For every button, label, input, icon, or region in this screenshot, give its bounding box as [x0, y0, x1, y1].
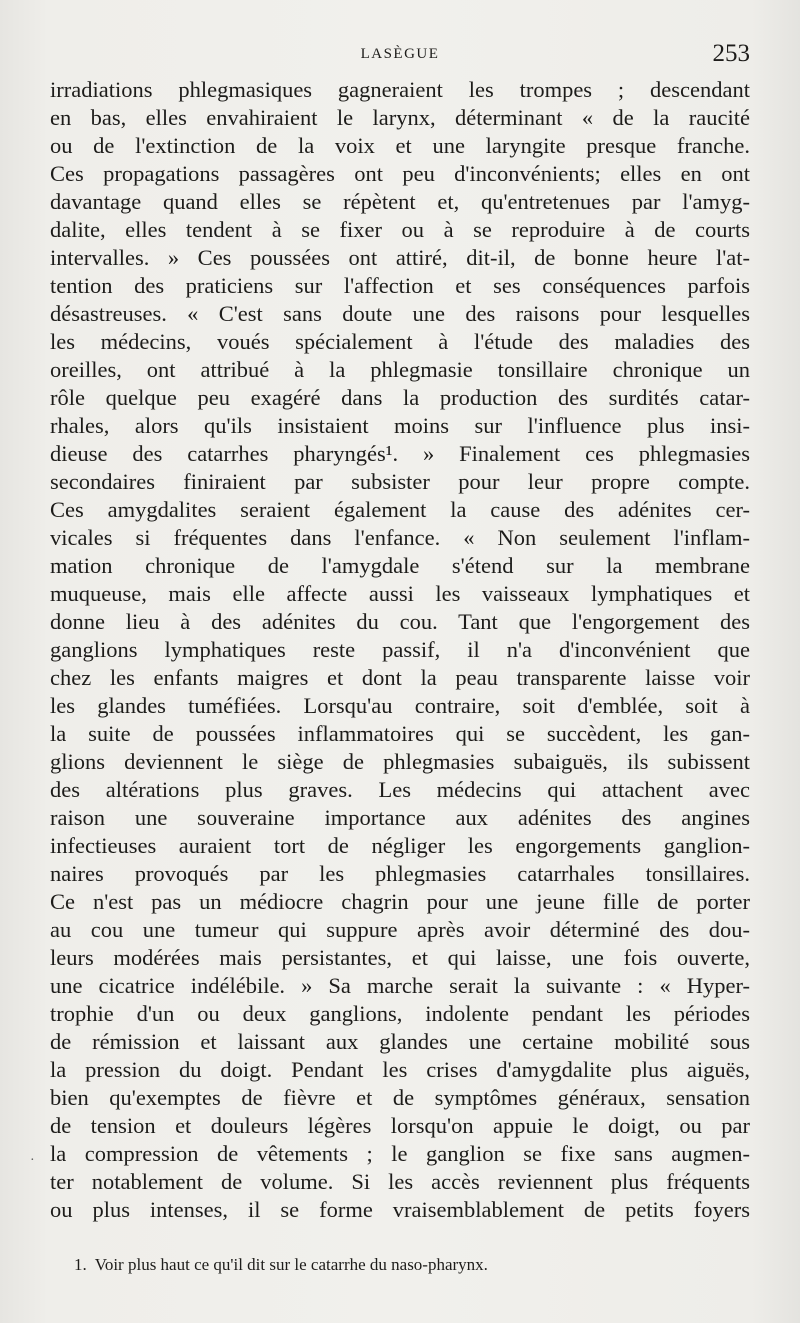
text-line: une cicatrice indélébile. » Sa marche serait la suivante : « Hyper-	[50, 973, 750, 998]
text-line: de rémission et laissant aux glandes une certaine mobilité sous	[50, 1029, 750, 1054]
running-head: LASÈGUE	[360, 46, 440, 62]
text-line: les glandes tuméfiées. Lorsqu'au contraire, soit d'emblée, soit à	[50, 693, 750, 718]
text-line: vicales si fréquentes dans l'enfance. « Non seulement l'inflam-	[50, 525, 750, 550]
text-line: infectieuses auraient tort de négliger les engorgements ganglion-	[50, 833, 750, 858]
text-line: dieuse des catarrhes pharyngés¹. » Finalement ces phlegmasies	[50, 441, 750, 466]
text-line: mation chronique de l'amygdale s'étend sur la membrane	[50, 553, 750, 578]
text-line: dalite, elles tendent à se fixer ou à se reproduire à de courts	[50, 217, 750, 242]
text-line: en bas, elles envahiraient le larynx, déterminant « de la raucité	[50, 105, 750, 130]
text-line: leurs modérées mais persistantes, et qui laisse, une fois ouverte,	[50, 945, 750, 970]
text-line: au cou une tumeur qui suppure après avoir déterminé des dou-	[50, 917, 750, 942]
text-line: tention des praticiens sur l'affection et ses conséquences parfois	[50, 273, 750, 298]
footnote-text: Voir plus haut ce qu'il dit sur le catarrhe du naso-pharynx.	[94, 1255, 488, 1274]
text-line: raison une souveraine importance aux adénites des angines	[50, 805, 750, 830]
text-line: la suite de poussées inflammatoires qui se succèdent, les gan-	[50, 721, 750, 746]
text-line: bien qu'exemptes de fièvre et de symptômes généraux, sensation	[50, 1085, 750, 1110]
page-header	[50, 40, 750, 70]
text-line: davantage quand elles se répètent et, qu'entretenues par l'amyg-	[50, 189, 750, 214]
text-line: Ces amygdalites seraient également la cause des adénites cer-	[50, 497, 750, 522]
text-line: les médecins, voués spécialement à l'étude des maladies des	[50, 329, 750, 354]
text-line: rôle quelque peu exagéré dans la production des surdités catar-	[50, 385, 750, 410]
footnote-marker: 1.	[74, 1255, 87, 1274]
text-line: la compression de vêtements ; le ganglion se fixe sans augmen-	[50, 1141, 750, 1166]
text-line: de tension et douleurs légères lorsqu'on appuie le doigt, ou par	[50, 1113, 750, 1138]
footnote	[74, 1253, 750, 1277]
text-line: ou plus intenses, il se forme vraisemblablement de petits foyers	[50, 1197, 750, 1222]
text-line: rhales, alors qu'ils insistaient moins sur l'influence plus insi-	[50, 413, 750, 438]
text-line: naires provoqués par les phlegmasies catarrhales tonsillaires.	[50, 861, 750, 886]
text-line: oreilles, ont attribué à la phlegmasie tonsillaire chronique un	[50, 357, 750, 382]
text-line: Ce n'est pas un médiocre chagrin pour une jeune fille de porter	[50, 889, 750, 914]
text-line: intervalles. » Ces poussées ont attiré, dit-il, de bonne heure l'at-	[50, 245, 750, 270]
page-number: 253	[712, 40, 750, 67]
text-line: ter notablement de volume. Si les accès reviennent plus fréquents	[50, 1169, 750, 1194]
text-line: la pression du doigt. Pendant les crises d'amygdalite plus aiguës,	[50, 1057, 750, 1082]
text-line: irradiations phlegmasiques gagneraient les trompes ; descendant	[50, 77, 750, 102]
text-line: ou de l'extinction de la voix et une laryngite presque franche.	[50, 133, 750, 158]
text-line: Ces propagations passagères ont peu d'inconvénients; elles en ont	[50, 161, 750, 186]
text-line: ganglions lymphatiques reste passif, il n'a d'inconvénient que	[50, 637, 750, 662]
text-line: chez les enfants maigres et dont la peau transparente laisse voir	[50, 665, 750, 690]
text-line: trophie d'un ou deux ganglions, indolente pendant les périodes	[50, 1001, 750, 1026]
text-line: donne lieu à des adénites du cou. Tant que l'engorgement des	[50, 609, 750, 634]
text-line: muqueuse, mais elle affecte aussi les vaisseaux lymphatiques et	[50, 581, 750, 606]
body-text	[50, 76, 750, 1224]
text-line: des altérations plus graves. Les médecins qui attachent avec	[50, 777, 750, 802]
text-line: secondaires finiraient par subsister pour leur propre compte.	[50, 469, 750, 494]
text-line: désastreuses. « C'est sans doute une des raisons pour lesquelles	[50, 301, 750, 326]
margin-mark: ·	[30, 1153, 35, 1168]
text-line: glions deviennent le siège de phlegmasies subaiguës, ils subissent	[50, 749, 750, 774]
